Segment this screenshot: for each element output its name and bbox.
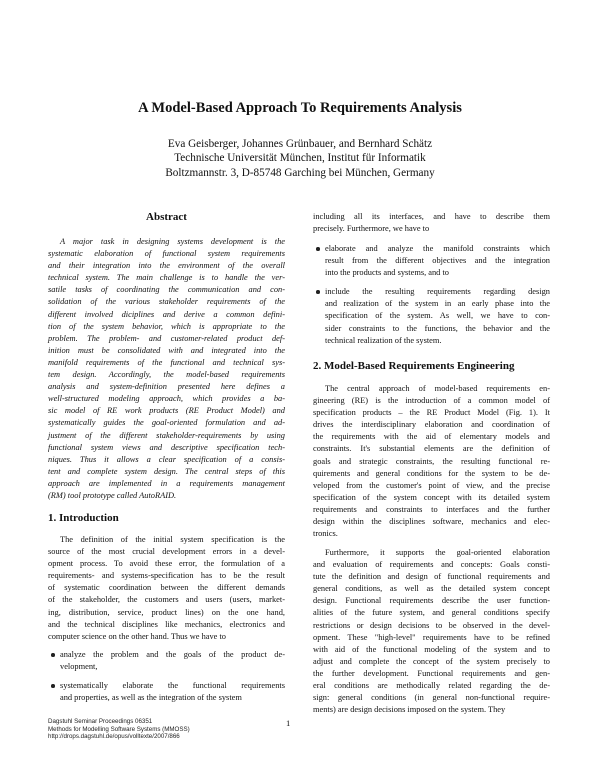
footer-line: Dagstuhl Seminar Proceedings 06351 xyxy=(48,718,153,725)
text-line: goals and strategic constraints, the resulting functional re- xyxy=(313,456,550,466)
text-line: and properties, as well as the integration of the system xyxy=(60,693,242,703)
text-line: source of the most crucial development errors in a devel- xyxy=(48,547,285,557)
text-line: restrictions or design decisions to be observed in the devel- xyxy=(313,620,550,630)
text-line: systematically guides the goal-oriented formulation and ad- xyxy=(48,418,285,428)
text-line: eral conditions are methodically related regarding the de- xyxy=(313,681,550,691)
text-line: well-structured modeling approach, which provides a ba- xyxy=(48,394,285,404)
section2-paragraph-2 xyxy=(313,547,550,716)
text-line: problem. The problem- and customer-related product def- xyxy=(48,333,285,343)
text-line: Furthermore, it supports the goal-oriented elaboration xyxy=(325,548,550,557)
page-footer xyxy=(48,718,190,741)
text-line: requirements and constraints to interfaces and the further xyxy=(313,504,550,514)
text-line: drives the interdisciplinary elaboration and coordination of xyxy=(313,420,550,430)
text-line: The definition of the initial system specification is the xyxy=(60,535,285,544)
footer-line: http://drops.dagstuhl.de/opus/volltexte/2007/866 xyxy=(48,733,180,741)
text-line: systematically elaborate the functional requirements xyxy=(60,681,285,691)
text-line: constraints. It's substantial elements are the definition of xyxy=(313,444,550,454)
text-line: alities of the future system, and general conditions specify xyxy=(313,608,550,618)
text-line: analysis and system-definition presented here defines a xyxy=(48,382,285,392)
text-line: adjust and complete the concept of the system precisely to xyxy=(313,656,550,666)
text-line: specification of the system. As well, we have to con- xyxy=(325,311,550,321)
author-block xyxy=(0,137,600,180)
text-line: A major task in designing systems development is the xyxy=(60,237,285,246)
text-line: gineering (RE) is the introduction of a common model of xyxy=(313,396,550,406)
text-line: approach are implemented in a requirements management xyxy=(48,478,285,488)
text-line: ments) are design decisions imposed on the system. They xyxy=(313,705,506,715)
bullet-dot-icon xyxy=(316,290,320,294)
text-line: opment process. To avoid these error, the formulation of a xyxy=(48,559,285,569)
text-line: sider constraints to the functions, the behavior and the xyxy=(325,323,550,333)
text-line: the further development. Functional requirements and gen- xyxy=(313,668,550,678)
text-line: tronics. xyxy=(313,529,338,539)
author-names: Eva Geisberger, Johannes Grünbauer, and Bernhard Schätz xyxy=(167,138,433,150)
bullet-dot-icon xyxy=(316,247,320,251)
text-line: into the products and systems, and to xyxy=(325,268,449,278)
text-line: the requirements with the aid of elementary models and xyxy=(313,432,550,442)
paper-title: A Model-Based Approach To Requirements Analysis xyxy=(138,100,462,116)
text-line: inition must be consolidated with and integrated into the xyxy=(48,345,285,355)
author-address: Boltzmannstr. 3, D-85748 Garching bei München, Germany xyxy=(165,166,435,179)
abstract-heading: Abstract xyxy=(146,211,187,223)
text-line: satile tasks of coordinating the communication and con- xyxy=(48,285,285,295)
text-line: elaborate and analyze the manifold constraints which xyxy=(325,244,550,253)
text-line: ing, distribution, service, product lines) on the one hand, xyxy=(48,607,285,617)
text-line: computer science on the other hand. Thus we have to xyxy=(48,631,226,641)
text-line: tute the definition and design of functional requirements and xyxy=(313,572,550,582)
section2-paragraph-1 xyxy=(313,383,550,540)
text-line: veloped from the customer's point of view, and the precise xyxy=(313,480,550,490)
text-line: include the resulting requirements regarding design xyxy=(325,287,550,297)
right-bullet-list xyxy=(313,243,550,354)
continued-paragraph xyxy=(313,211,550,235)
text-line: and realization of the system in an early phase into the xyxy=(325,299,550,309)
text-line: systematic elaboration of functional system requirements xyxy=(48,249,285,259)
text-line: tion of the system behavior, which is appropriate to the xyxy=(48,321,285,331)
text-line: opment. These "high-level" requirements have to be refined xyxy=(313,632,550,642)
bullet-item xyxy=(48,680,285,704)
intro-heading: 1. Introduction xyxy=(48,512,119,524)
bullet-item xyxy=(48,649,285,673)
text-line: technical realization of the system. xyxy=(325,335,442,345)
text-line: general conditions, as well as the detailed system concept xyxy=(313,584,550,594)
text-line: and the technical disciplines like mechanics, electronics and xyxy=(48,619,285,629)
text-line: The central approach of model-based requirements en- xyxy=(325,384,550,393)
text-line: precisely. Furthermore, we have to xyxy=(313,224,430,234)
abstract-text xyxy=(48,236,285,502)
bullet-item xyxy=(313,286,550,346)
text-line: result from the different objectives and the integration xyxy=(325,256,550,266)
text-line: manifold requirements of the functional and technical sys- xyxy=(48,357,285,367)
text-line: quirements and general conditions for the system to be de- xyxy=(313,468,550,478)
text-line: with aid of the functional modeling of the system and to xyxy=(313,644,550,654)
text-line: design. Functional requirements describe the user function- xyxy=(313,596,550,606)
text-line: niques. Thus it allows a clear specification of a consis- xyxy=(48,454,285,464)
page-number: 1 xyxy=(286,718,291,728)
text-line: technical system. The main challenge is to handle the ver- xyxy=(48,273,285,283)
bullet-dot-icon xyxy=(51,653,55,657)
text-line: tent and complete system design. The central steps of this xyxy=(48,466,285,476)
text-line: justment of the different stakeholder-requirements by using xyxy=(48,430,285,440)
text-line: specification of the system concept with its detailed system xyxy=(313,492,550,502)
text-line: requirements- and systems-specification has to be the result xyxy=(48,571,285,581)
bullet-dot-icon xyxy=(51,684,55,688)
text-line: functional system views and descriptive specification tech- xyxy=(48,442,285,452)
footer-line: Methods for Modelling Software Systems (MMOSS) xyxy=(48,725,190,733)
bullet-item xyxy=(313,243,550,279)
text-line: velopment, xyxy=(60,662,98,672)
text-line: tem design. Accordingly, the model-based requirements xyxy=(48,370,285,380)
text-line: different involved diciplines and derive a common defini- xyxy=(48,309,285,319)
intro-bullet-list xyxy=(48,649,285,711)
text-line: design within the disciplines software, mechanics and elec- xyxy=(313,517,550,527)
intro-paragraph xyxy=(48,534,285,643)
text-line: and their integration into the environment of the overall xyxy=(48,261,285,271)
text-line: sign: general conditions (in general non-functional require- xyxy=(313,693,550,703)
author-institution: Technische Universität München, Institut für Informatik xyxy=(174,152,426,165)
text-line: specification products – the RE Product Model (Fig. 1). It xyxy=(313,408,550,418)
text-line: (RM) tool prototype called AutoRAID. xyxy=(48,490,177,500)
text-line: including all its interfaces, and have to describe them xyxy=(313,212,550,221)
text-line: solidation of the various stakeholder requirements of the xyxy=(48,297,285,307)
section2-heading: 2. Model-Based Requirements Engineering xyxy=(313,360,515,372)
text-line: sic model of RE work products (RE Product Model) and xyxy=(48,406,285,416)
text-line: of the stakeholder, the customers and users (users, market- xyxy=(48,595,285,605)
text-line: and evaluation of requirements and concepts: Goals consti- xyxy=(313,560,550,570)
text-line: analyze the problem and the goals of the product de- xyxy=(60,650,285,659)
text-line: of systematic coordination between the different demands xyxy=(48,583,285,593)
